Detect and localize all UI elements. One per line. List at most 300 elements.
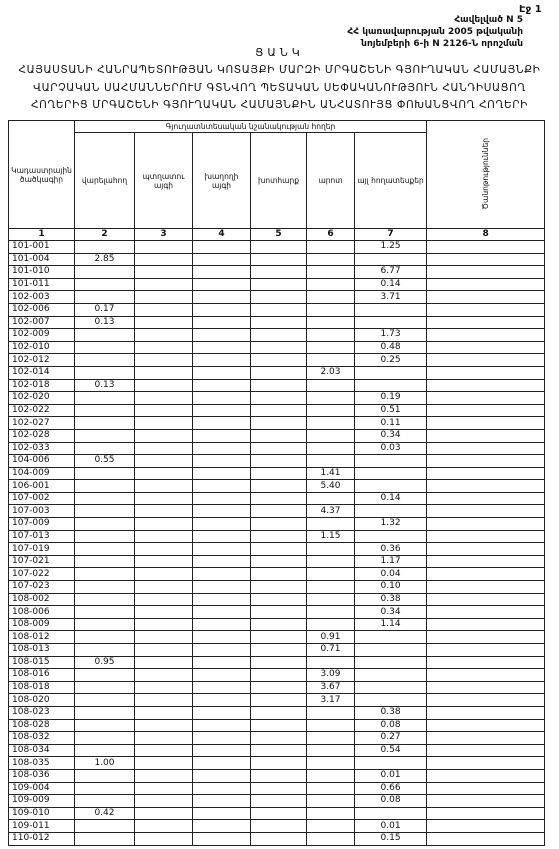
area-cell-c3 xyxy=(135,379,193,392)
area-cell-c8 xyxy=(427,266,545,279)
area-cell-c7: 0.66 xyxy=(355,782,427,795)
area-cell-c5 xyxy=(251,782,307,795)
area-cell-c2 xyxy=(75,329,135,342)
area-cell-c6: 0.71 xyxy=(307,644,355,657)
area-cell-c4 xyxy=(193,555,251,568)
area-cell-c7: 0.34 xyxy=(355,429,427,442)
area-cell-c4 xyxy=(193,757,251,770)
cadastral-code-cell: 108-006 xyxy=(9,606,75,619)
table-row xyxy=(9,706,545,719)
area-cell-c6 xyxy=(307,706,355,719)
area-cell-c5 xyxy=(251,669,307,682)
land-table xyxy=(8,120,545,846)
table-row xyxy=(9,429,545,442)
col-number-2: 2 xyxy=(75,229,135,241)
area-cell-c8 xyxy=(427,618,545,631)
area-cell-c7 xyxy=(355,681,427,694)
area-cell-c8 xyxy=(427,379,545,392)
col-header-other: այլ հողատեսքեր xyxy=(355,133,427,229)
area-cell-c8 xyxy=(427,757,545,770)
area-cell-c3 xyxy=(135,467,193,480)
area-cell-c5 xyxy=(251,266,307,279)
table-row xyxy=(9,732,545,745)
area-cell-c3 xyxy=(135,266,193,279)
area-cell-c8 xyxy=(427,455,545,468)
area-cell-c6 xyxy=(307,253,355,266)
area-cell-c2: 0.13 xyxy=(75,316,135,329)
area-cell-c2 xyxy=(75,782,135,795)
cadastral-code-cell: 108-023 xyxy=(9,706,75,719)
area-cell-c3 xyxy=(135,782,193,795)
table-row xyxy=(9,392,545,405)
area-cell-c2 xyxy=(75,392,135,405)
col-number-7: 7 xyxy=(355,229,427,241)
area-cell-c8 xyxy=(427,656,545,669)
area-cell-c7 xyxy=(355,480,427,493)
area-cell-c4 xyxy=(193,606,251,619)
area-cell-c6 xyxy=(307,341,355,354)
area-cell-c5 xyxy=(251,241,307,254)
col-header-notes-label: Ծանոթություններ xyxy=(481,137,491,210)
area-cell-c7: 3.71 xyxy=(355,291,427,304)
area-cell-c6 xyxy=(307,568,355,581)
area-cell-c7: 0.01 xyxy=(355,820,427,833)
area-cell-c2 xyxy=(75,366,135,379)
area-cell-c4 xyxy=(193,316,251,329)
area-cell-c7: 1.14 xyxy=(355,618,427,631)
cadastral-code-cell: 101-010 xyxy=(9,266,75,279)
cadastral-code-cell: 109-010 xyxy=(9,807,75,820)
table-row xyxy=(9,644,545,657)
area-cell-c2 xyxy=(75,442,135,455)
area-cell-c8 xyxy=(427,769,545,782)
area-cell-c4 xyxy=(193,694,251,707)
cadastral-code-cell: 107-002 xyxy=(9,492,75,505)
cadastral-code-cell: 108-016 xyxy=(9,669,75,682)
cadastral-code-cell: 102-033 xyxy=(9,442,75,455)
area-cell-c7 xyxy=(355,253,427,266)
col-header-vineyard: խաղողի այգի xyxy=(193,133,251,229)
area-cell-c3 xyxy=(135,241,193,254)
area-cell-c2 xyxy=(75,291,135,304)
area-cell-c4 xyxy=(193,732,251,745)
area-cell-c8 xyxy=(427,480,545,493)
area-cell-c6 xyxy=(307,354,355,367)
area-cell-c7 xyxy=(355,631,427,644)
area-cell-c4 xyxy=(193,455,251,468)
table-row xyxy=(9,467,545,480)
area-cell-c4 xyxy=(193,442,251,455)
area-cell-c5 xyxy=(251,354,307,367)
table-row xyxy=(9,593,545,606)
area-cell-c3 xyxy=(135,341,193,354)
area-cell-c4 xyxy=(193,782,251,795)
area-cell-c3 xyxy=(135,769,193,782)
area-cell-c6 xyxy=(307,807,355,820)
area-cell-c5 xyxy=(251,530,307,543)
area-cell-c8 xyxy=(427,241,545,254)
area-cell-c7: 0.27 xyxy=(355,732,427,745)
area-cell-c4 xyxy=(193,543,251,556)
area-cell-c6 xyxy=(307,404,355,417)
area-cell-c2 xyxy=(75,241,135,254)
cadastral-code-cell: 101-011 xyxy=(9,278,75,291)
area-cell-c6 xyxy=(307,581,355,594)
area-cell-c3 xyxy=(135,744,193,757)
cadastral-code-cell: 107-009 xyxy=(9,518,75,531)
area-cell-c7: 0.51 xyxy=(355,404,427,417)
area-cell-c3 xyxy=(135,366,193,379)
col-number-6: 6 xyxy=(307,229,355,241)
area-cell-c8 xyxy=(427,644,545,657)
area-cell-c5 xyxy=(251,656,307,669)
area-cell-c3 xyxy=(135,253,193,266)
area-cell-c8 xyxy=(427,392,545,405)
area-cell-c4 xyxy=(193,379,251,392)
area-cell-c3 xyxy=(135,694,193,707)
area-cell-c6: 5.40 xyxy=(307,480,355,493)
area-cell-c5 xyxy=(251,593,307,606)
heading-line-2: ՎԱՐՉԱԿԱՆ ՍԱՀՄԱՆՆԵՐՈՒՄ ԳՏՆՎՈՂ ՊԵՏԱԿԱՆ ՍԵՓԱԿԱՆՈՒԹՅՈՒՆ ՀԱՆԴԻՍԱՑՈՂ xyxy=(33,81,526,94)
area-cell-c7 xyxy=(355,757,427,770)
area-cell-c6: 1.41 xyxy=(307,467,355,480)
area-cell-c3 xyxy=(135,480,193,493)
table-row xyxy=(9,631,545,644)
area-cell-c2 xyxy=(75,744,135,757)
area-cell-c8 xyxy=(427,278,545,291)
area-cell-c7: 0.48 xyxy=(355,341,427,354)
area-cell-c6 xyxy=(307,455,355,468)
area-cell-c7: 1.25 xyxy=(355,241,427,254)
area-cell-c6 xyxy=(307,769,355,782)
table-row xyxy=(9,694,545,707)
area-cell-c5 xyxy=(251,278,307,291)
area-cell-c4 xyxy=(193,429,251,442)
area-cell-c8 xyxy=(427,442,545,455)
area-cell-c2 xyxy=(75,568,135,581)
area-cell-c4 xyxy=(193,820,251,833)
table-row xyxy=(9,241,545,254)
area-cell-c4 xyxy=(193,644,251,657)
area-cell-c4 xyxy=(193,669,251,682)
area-cell-c6 xyxy=(307,618,355,631)
cadastral-code-cell: 104-006 xyxy=(9,455,75,468)
area-cell-c5 xyxy=(251,429,307,442)
area-cell-c5 xyxy=(251,568,307,581)
area-cell-c5 xyxy=(251,807,307,820)
area-cell-c7: 0.38 xyxy=(355,593,427,606)
col-header-code: Կադաստրային ծածկագիր xyxy=(9,121,75,229)
area-cell-c5 xyxy=(251,644,307,657)
cadastral-code-cell: 109-011 xyxy=(9,820,75,833)
cadastral-code-cell: 109-004 xyxy=(9,782,75,795)
area-cell-c6 xyxy=(307,757,355,770)
area-cell-c5 xyxy=(251,543,307,556)
area-cell-c7: 0.08 xyxy=(355,795,427,808)
area-cell-c7: 0.03 xyxy=(355,442,427,455)
area-cell-c2 xyxy=(75,354,135,367)
area-cell-c7: 0.34 xyxy=(355,606,427,619)
area-cell-c3 xyxy=(135,832,193,845)
cadastral-code-cell: 106-001 xyxy=(9,480,75,493)
area-cell-c3 xyxy=(135,429,193,442)
area-cell-c2 xyxy=(75,266,135,279)
area-cell-c5 xyxy=(251,492,307,505)
table-row xyxy=(9,807,545,820)
area-cell-c4 xyxy=(193,832,251,845)
document-heading xyxy=(4,62,555,115)
area-cell-c6: 3.17 xyxy=(307,694,355,707)
table-row xyxy=(9,530,545,543)
table-row xyxy=(9,303,545,316)
area-cell-c2 xyxy=(75,644,135,657)
area-cell-c8 xyxy=(427,744,545,757)
area-cell-c4 xyxy=(193,291,251,304)
cadastral-code-cell: 104-009 xyxy=(9,467,75,480)
cadastral-code-cell: 107-019 xyxy=(9,543,75,556)
area-cell-c5 xyxy=(251,581,307,594)
area-cell-c7: 0.14 xyxy=(355,492,427,505)
heading-line-1: ՀԱՅԱՍՏԱՆԻ ՀԱՆՐԱՊԵՏՈՒԹՅԱՆ ԿՈՏԱՅՔԻ ՄԱՐԶԻ ՄՐԳԱՇԵՆԻ ԳՅՈՒՂԱԿԱՆ ՀԱՄԱՅՆՔԻ xyxy=(18,64,541,76)
area-cell-c4 xyxy=(193,631,251,644)
area-cell-c7: 0.25 xyxy=(355,354,427,367)
cadastral-code-cell: 108-012 xyxy=(9,631,75,644)
area-cell-c6 xyxy=(307,555,355,568)
area-cell-c2 xyxy=(75,581,135,594)
area-cell-c6: 0.91 xyxy=(307,631,355,644)
area-cell-c6: 1.15 xyxy=(307,530,355,543)
area-cell-c6 xyxy=(307,266,355,279)
area-cell-c8 xyxy=(427,706,545,719)
area-cell-c7 xyxy=(355,467,427,480)
area-cell-c7: 0.15 xyxy=(355,832,427,845)
cadastral-code-cell: 102-003 xyxy=(9,291,75,304)
area-cell-c4 xyxy=(193,618,251,631)
table-row xyxy=(9,455,545,468)
area-cell-c2 xyxy=(75,555,135,568)
area-cell-c5 xyxy=(251,303,307,316)
area-cell-c7: 1.73 xyxy=(355,329,427,342)
area-cell-c3 xyxy=(135,417,193,430)
table-row xyxy=(9,266,545,279)
area-cell-c6 xyxy=(307,593,355,606)
area-cell-c5 xyxy=(251,467,307,480)
area-cell-c8 xyxy=(427,341,545,354)
cadastral-code-cell: 102-022 xyxy=(9,404,75,417)
area-cell-c3 xyxy=(135,392,193,405)
area-cell-c5 xyxy=(251,719,307,732)
area-cell-c6 xyxy=(307,719,355,732)
area-cell-c3 xyxy=(135,669,193,682)
area-cell-c2 xyxy=(75,518,135,531)
area-cell-c4 xyxy=(193,303,251,316)
cadastral-code-cell: 108-015 xyxy=(9,656,75,669)
area-cell-c2 xyxy=(75,769,135,782)
area-cell-c2 xyxy=(75,417,135,430)
cadastral-code-cell: 102-010 xyxy=(9,341,75,354)
table-row xyxy=(9,581,545,594)
area-cell-c3 xyxy=(135,505,193,518)
area-cell-c3 xyxy=(135,757,193,770)
area-cell-c2: 0.17 xyxy=(75,303,135,316)
table-row xyxy=(9,832,545,845)
area-cell-c7 xyxy=(355,694,427,707)
area-cell-c2 xyxy=(75,505,135,518)
area-cell-c2 xyxy=(75,480,135,493)
area-cell-c8 xyxy=(427,593,545,606)
area-cell-c4 xyxy=(193,518,251,531)
area-cell-c5 xyxy=(251,706,307,719)
area-cell-c2: 1.00 xyxy=(75,757,135,770)
table-row xyxy=(9,744,545,757)
area-cell-c2 xyxy=(75,467,135,480)
area-cell-c5 xyxy=(251,291,307,304)
col-number-1: 1 xyxy=(9,229,75,241)
area-cell-c2 xyxy=(75,832,135,845)
area-cell-c2: 0.13 xyxy=(75,379,135,392)
area-cell-c4 xyxy=(193,593,251,606)
cadastral-code-cell: 107-013 xyxy=(9,530,75,543)
table-row xyxy=(9,618,545,631)
area-cell-c6 xyxy=(307,795,355,808)
area-cell-c8 xyxy=(427,492,545,505)
area-cell-c6 xyxy=(307,316,355,329)
area-cell-c8 xyxy=(427,429,545,442)
area-cell-c5 xyxy=(251,253,307,266)
area-cell-c8 xyxy=(427,543,545,556)
area-cell-c2 xyxy=(75,618,135,631)
area-cell-c8 xyxy=(427,518,545,531)
area-cell-c5 xyxy=(251,832,307,845)
cadastral-code-cell: 102-020 xyxy=(9,392,75,405)
area-cell-c6 xyxy=(307,832,355,845)
area-cell-c2 xyxy=(75,341,135,354)
area-cell-c6 xyxy=(307,442,355,455)
area-cell-c4 xyxy=(193,480,251,493)
area-cell-c2 xyxy=(75,492,135,505)
table-row xyxy=(9,820,545,833)
area-cell-c2 xyxy=(75,530,135,543)
area-cell-c7: 0.38 xyxy=(355,706,427,719)
table-row xyxy=(9,291,545,304)
table-row xyxy=(9,404,545,417)
area-cell-c3 xyxy=(135,530,193,543)
page-number: Էջ 1 xyxy=(519,4,542,15)
area-cell-c5 xyxy=(251,606,307,619)
area-cell-c2: 0.95 xyxy=(75,656,135,669)
area-cell-c2 xyxy=(75,669,135,682)
area-cell-c8 xyxy=(427,832,545,845)
area-cell-c8 xyxy=(427,669,545,682)
area-cell-c6 xyxy=(307,303,355,316)
area-cell-c2 xyxy=(75,631,135,644)
area-cell-c5 xyxy=(251,795,307,808)
area-cell-c8 xyxy=(427,681,545,694)
area-cell-c2 xyxy=(75,681,135,694)
table-row xyxy=(9,681,545,694)
table-row xyxy=(9,656,545,669)
area-cell-c6 xyxy=(307,329,355,342)
area-cell-c4 xyxy=(193,744,251,757)
table-row xyxy=(9,782,545,795)
area-cell-c4 xyxy=(193,530,251,543)
area-cell-c4 xyxy=(193,681,251,694)
area-cell-c7 xyxy=(355,644,427,657)
area-cell-c8 xyxy=(427,291,545,304)
cadastral-code-cell: 102-006 xyxy=(9,303,75,316)
area-cell-c5 xyxy=(251,505,307,518)
area-cell-c2 xyxy=(75,694,135,707)
area-cell-c3 xyxy=(135,568,193,581)
area-cell-c8 xyxy=(427,820,545,833)
area-cell-c3 xyxy=(135,656,193,669)
area-cell-c5 xyxy=(251,455,307,468)
area-cell-c5 xyxy=(251,555,307,568)
area-cell-c3 xyxy=(135,316,193,329)
area-cell-c7: 0.10 xyxy=(355,581,427,594)
table-row xyxy=(9,669,545,682)
cadastral-code-cell: 102-009 xyxy=(9,329,75,342)
group-header-agricultural: Գյուղատնտեսական նշանակության հողեր xyxy=(75,121,427,133)
area-cell-c8 xyxy=(427,581,545,594)
area-cell-c3 xyxy=(135,631,193,644)
cadastral-code-cell: 108-028 xyxy=(9,719,75,732)
area-cell-c7: 0.36 xyxy=(355,543,427,556)
area-cell-c2: 0.42 xyxy=(75,807,135,820)
table-row xyxy=(9,757,545,770)
area-cell-c6 xyxy=(307,291,355,304)
area-cell-c7: 0.08 xyxy=(355,719,427,732)
table-row xyxy=(9,518,545,531)
area-cell-c7 xyxy=(355,669,427,682)
area-cell-c7: 1.17 xyxy=(355,555,427,568)
area-cell-c8 xyxy=(427,417,545,430)
cadastral-code-cell: 101-004 xyxy=(9,253,75,266)
area-cell-c8 xyxy=(427,719,545,732)
area-cell-c3 xyxy=(135,644,193,657)
area-cell-c7: 0.04 xyxy=(355,568,427,581)
area-cell-c2 xyxy=(75,795,135,808)
area-cell-c8 xyxy=(427,366,545,379)
area-cell-c6: 2.03 xyxy=(307,366,355,379)
area-cell-c4 xyxy=(193,241,251,254)
cadastral-code-cell: 108-002 xyxy=(9,593,75,606)
cadastral-code-cell: 108-013 xyxy=(9,644,75,657)
table-row xyxy=(9,769,545,782)
area-cell-c7 xyxy=(355,807,427,820)
cadastral-code-cell: 102-007 xyxy=(9,316,75,329)
cadastral-code-cell: 108-018 xyxy=(9,681,75,694)
area-cell-c3 xyxy=(135,442,193,455)
area-cell-c4 xyxy=(193,392,251,405)
area-cell-c7 xyxy=(355,366,427,379)
appendix-note xyxy=(323,14,523,50)
area-cell-c8 xyxy=(427,354,545,367)
table-row xyxy=(9,316,545,329)
table-row xyxy=(9,795,545,808)
area-cell-c8 xyxy=(427,404,545,417)
cadastral-code-cell: 101-001 xyxy=(9,241,75,254)
area-cell-c7: 0.19 xyxy=(355,392,427,405)
cadastral-code-cell: 110-012 xyxy=(9,832,75,845)
area-cell-c4 xyxy=(193,417,251,430)
table-row xyxy=(9,442,545,455)
table-row xyxy=(9,379,545,392)
cadastral-code-cell: 107-003 xyxy=(9,505,75,518)
area-cell-c5 xyxy=(251,820,307,833)
area-cell-c3 xyxy=(135,555,193,568)
cadastral-code-cell: 102-014 xyxy=(9,366,75,379)
